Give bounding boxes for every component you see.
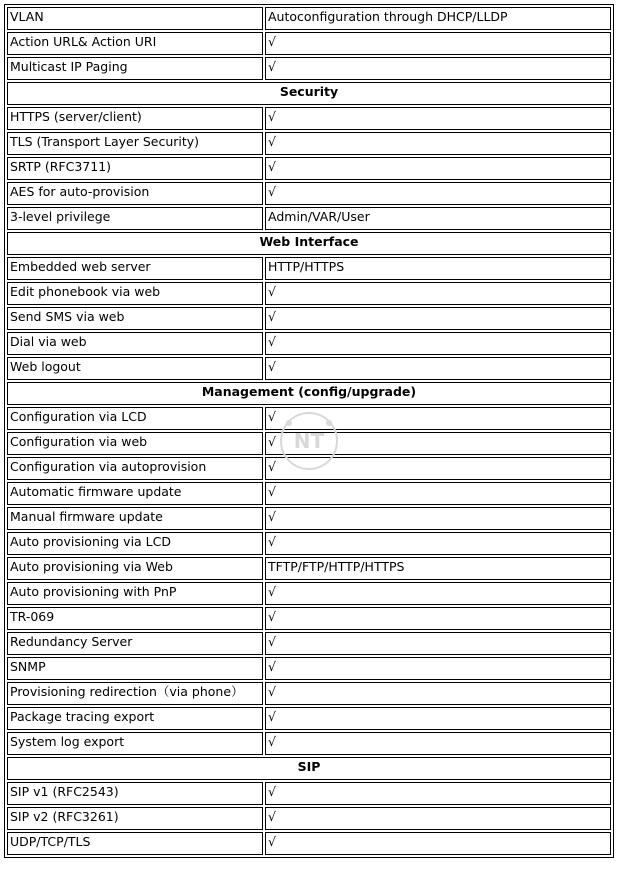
feature-cell: SIP v1 (RFC2543)	[7, 782, 263, 805]
value-cell: √	[265, 132, 611, 155]
feature-cell: Configuration via LCD	[7, 407, 263, 430]
section-title: Management (config/upgrade)	[7, 382, 611, 405]
table-row	[7, 157, 611, 180]
feature-cell: TLS (Transport Layer Security)	[7, 132, 263, 155]
value-cell: TFTP/FTP/HTTP/HTTPS	[265, 557, 611, 580]
table-row	[7, 57, 611, 80]
feature-cell: Send SMS via web	[7, 307, 263, 330]
value-cell: √	[265, 607, 611, 630]
feature-cell: Embedded web server	[7, 257, 263, 280]
feature-cell: HTTPS (server/client)	[7, 107, 263, 130]
table-row	[7, 557, 611, 580]
table-row	[7, 307, 611, 330]
table-row	[7, 457, 611, 480]
value-cell: √	[265, 832, 611, 855]
table-row	[7, 832, 611, 855]
section-header-row	[7, 232, 611, 255]
table-row	[7, 257, 611, 280]
value-cell: √	[265, 657, 611, 680]
table-row	[7, 207, 611, 230]
table-row	[7, 682, 611, 705]
table-row	[7, 357, 611, 380]
section-header-row	[7, 757, 611, 780]
table-row	[7, 782, 611, 805]
value-cell: √	[265, 182, 611, 205]
feature-cell: Redundancy Server	[7, 632, 263, 655]
feature-cell: Automatic firmware update	[7, 482, 263, 505]
feature-cell: UDP/TCP/TLS	[7, 832, 263, 855]
section-title: SIP	[7, 757, 611, 780]
table-row	[7, 657, 611, 680]
table-row	[7, 607, 611, 630]
table-row	[7, 332, 611, 355]
table-row	[7, 282, 611, 305]
feature-cell: Web logout	[7, 357, 263, 380]
value-cell: √	[265, 107, 611, 130]
feature-cell: Provisioning redirection（via phone）	[7, 682, 263, 705]
feature-cell: SRTP (RFC3711)	[7, 157, 263, 180]
value-cell: √	[265, 782, 611, 805]
value-cell: √	[265, 432, 611, 455]
feature-cell: Auto provisioning with PnP	[7, 582, 263, 605]
feature-cell: AES for auto-provision	[7, 182, 263, 205]
feature-cell: 3-level privilege	[7, 207, 263, 230]
value-cell: √	[265, 282, 611, 305]
value-cell: √	[265, 582, 611, 605]
table-row	[7, 807, 611, 830]
table-row	[7, 432, 611, 455]
value-cell: √	[265, 682, 611, 705]
feature-cell: SIP v2 (RFC3261)	[7, 807, 263, 830]
section-title: Web Interface	[7, 232, 611, 255]
value-cell: √	[265, 482, 611, 505]
value-cell: √	[265, 457, 611, 480]
table-row	[7, 7, 611, 30]
table-row	[7, 32, 611, 55]
value-cell: √	[265, 707, 611, 730]
feature-cell: Auto provisioning via Web	[7, 557, 263, 580]
feature-cell: SNMP	[7, 657, 263, 680]
value-cell: √	[265, 532, 611, 555]
table-row	[7, 132, 611, 155]
table-row	[7, 732, 611, 755]
value-cell: √	[265, 357, 611, 380]
value-cell: Admin/VAR/User	[265, 207, 611, 230]
value-cell: √	[265, 632, 611, 655]
table-row	[7, 107, 611, 130]
value-cell: √	[265, 732, 611, 755]
table-row	[7, 632, 611, 655]
feature-cell: Manual firmware update	[7, 507, 263, 530]
feature-cell: Package tracing export	[7, 707, 263, 730]
value-cell: √	[265, 157, 611, 180]
feature-cell: Configuration via web	[7, 432, 263, 455]
section-title: Security	[7, 82, 611, 105]
watermark-text: NT	[293, 429, 325, 453]
table-row	[7, 582, 611, 605]
spec-table	[4, 4, 614, 858]
table-row	[7, 507, 611, 530]
table-row	[7, 182, 611, 205]
value-cell: √	[265, 332, 611, 355]
feature-cell: Multicast IP Paging	[7, 57, 263, 80]
value-cell: √	[265, 307, 611, 330]
value-cell: √	[265, 507, 611, 530]
feature-cell: Edit phonebook via web	[7, 282, 263, 305]
spec-table-body	[7, 7, 611, 855]
table-row	[7, 707, 611, 730]
table-row	[7, 532, 611, 555]
feature-cell: Configuration via autoprovision	[7, 457, 263, 480]
feature-cell: Action URL& Action URI	[7, 32, 263, 55]
value-cell: √	[265, 32, 611, 55]
feature-cell: VLAN	[7, 7, 263, 30]
value-cell: HTTP/HTTPS	[265, 257, 611, 280]
feature-cell: Auto provisioning via LCD	[7, 532, 263, 555]
value-cell: √	[265, 407, 611, 430]
value-cell: √	[265, 57, 611, 80]
table-row	[7, 482, 611, 505]
section-header-row	[7, 82, 611, 105]
value-cell: Autoconfiguration through DHCP/LLDP	[265, 7, 611, 30]
table-row	[7, 407, 611, 430]
section-header-row	[7, 382, 611, 405]
feature-cell: Dial via web	[7, 332, 263, 355]
feature-cell: TR-069	[7, 607, 263, 630]
feature-cell: System log export	[7, 732, 263, 755]
value-cell: √	[265, 807, 611, 830]
